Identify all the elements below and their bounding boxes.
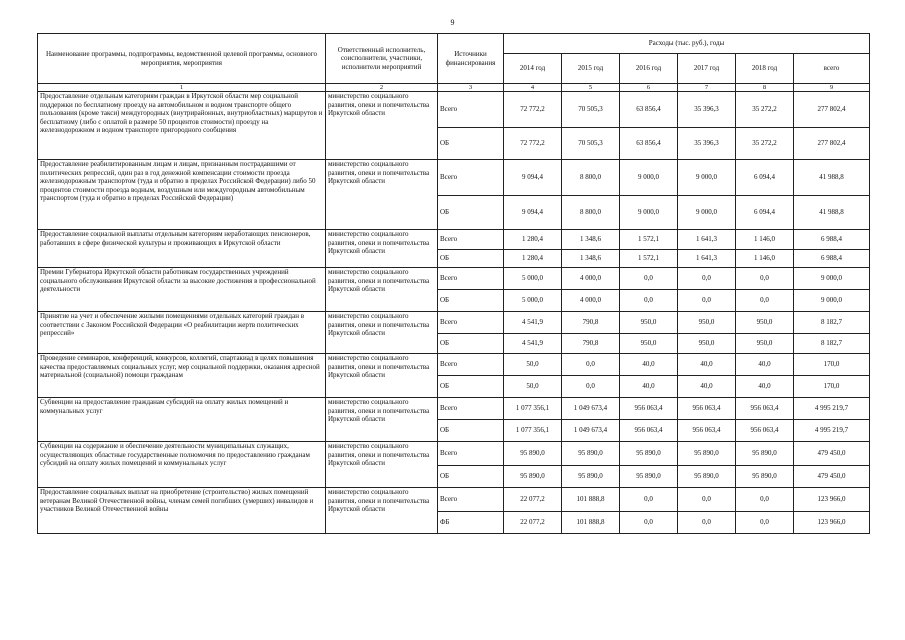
- funding-source: ОБ: [438, 466, 504, 488]
- value-year: 5 000,0: [504, 268, 562, 290]
- value-total: 8 182,7: [794, 312, 870, 334]
- value-year: 1 077 356,1: [504, 398, 562, 420]
- measure-executor: министерство социального развития, опеки и попечительства Иркутской области: [326, 312, 438, 354]
- funding-source: Всего: [438, 92, 504, 128]
- value-total: 6 988,4: [794, 230, 870, 250]
- value-total: 277 802,4: [794, 92, 870, 128]
- column-number: 6: [620, 84, 678, 92]
- column-number: 1: [38, 84, 326, 92]
- measure-executor: министерство социального развития, опеки и попечительства Иркутской области: [326, 160, 438, 230]
- value-year: 35 272,2: [736, 92, 794, 128]
- value-year: 0,0: [562, 354, 620, 376]
- value-year: 35 396,3: [678, 128, 736, 160]
- value-year: 1 641,3: [678, 250, 736, 268]
- value-year: 4 541,9: [504, 334, 562, 354]
- table-row: [38, 312, 870, 334]
- value-year: 95 890,0: [736, 442, 794, 466]
- value-year: 0,0: [736, 512, 794, 534]
- measure-name: Проведение семинаров, конференций, конкурсов, коллегий, спартакиад в целях повышения качества предоставляемых социальных услуг, мер социальной поддержки, оказания адресной материальной (социальной) помощи гражданам: [38, 354, 326, 398]
- header-executor: Ответственный исполнитель, соисполнители, участники, исполнители мероприятий: [326, 34, 438, 84]
- value-year: 6 094,4: [736, 160, 794, 196]
- value-total: 277 802,4: [794, 128, 870, 160]
- value-year: 9 094,4: [504, 160, 562, 196]
- column-number: 8: [736, 84, 794, 92]
- value-year: 95 890,0: [678, 466, 736, 488]
- value-year: 956 063,4: [736, 398, 794, 420]
- measure-name: Предоставление отдельным категориям граждан в Иркутской области мер социальной поддержки по бесплатному проезду на автомобильном и водном транспорте общего пользования (кроме такси) междугородных (внутрирайонных, внутриобластных) маршрутов и бесплатному (либо с оплатой в размере 50 процентов стоимости) проезду на железнодорожном и водном транспорте пригородного сообщения: [38, 92, 326, 160]
- funding-source: Всего: [438, 398, 504, 420]
- value-year: 1 049 673,4: [562, 420, 620, 442]
- value-year: 4 000,0: [562, 290, 620, 312]
- value-total: 170,0: [794, 376, 870, 398]
- funding-source: ОБ: [438, 128, 504, 160]
- value-year: 63 856,4: [620, 92, 678, 128]
- value-total: 123 966,0: [794, 512, 870, 534]
- table-row: [38, 92, 870, 128]
- value-total: 41 988,8: [794, 160, 870, 196]
- value-year: 0,0: [736, 290, 794, 312]
- value-year: 1 146,0: [736, 250, 794, 268]
- table-row: [38, 230, 870, 250]
- value-year: 0,0: [736, 268, 794, 290]
- value-total: 479 450,0: [794, 466, 870, 488]
- measure-name: Премии Губернатора Иркутской области работникам государственных учреждений социального обслуживания Иркутской области за высокие достижения в профессиональной деятельности: [38, 268, 326, 312]
- value-year: 950,0: [736, 312, 794, 334]
- funding-source: Всего: [438, 160, 504, 196]
- header-year-2016: 2016 год: [620, 54, 678, 84]
- table-row: [38, 268, 870, 290]
- funding-source: Всего: [438, 442, 504, 466]
- value-year: 0,0: [562, 376, 620, 398]
- value-year: 40,0: [736, 354, 794, 376]
- measure-executor: министерство социального развития, опеки и попечительства Иркутской области: [326, 230, 438, 268]
- value-year: 9 000,0: [678, 160, 736, 196]
- header-expenses: Расходы (тыс. руб.), годы: [504, 34, 870, 54]
- value-year: 22 077,2: [504, 512, 562, 534]
- value-year: 0,0: [678, 290, 736, 312]
- value-year: 1 348,6: [562, 250, 620, 268]
- measure-executor: министерство социального развития, опеки и попечительства Иркутской области: [326, 268, 438, 312]
- value-year: 1 348,6: [562, 230, 620, 250]
- value-year: 4 541,9: [504, 312, 562, 334]
- table-row: [38, 398, 870, 420]
- value-year: 1 049 673,4: [562, 398, 620, 420]
- value-year: 9 000,0: [678, 196, 736, 230]
- value-year: 63 856,4: [620, 128, 678, 160]
- column-number: 7: [678, 84, 736, 92]
- funding-source: Всего: [438, 312, 504, 334]
- funding-source: Всего: [438, 268, 504, 290]
- column-number: 3: [438, 84, 504, 92]
- value-year: 95 890,0: [562, 466, 620, 488]
- header-year-2018: 2018 год: [736, 54, 794, 84]
- measure-executor: министерство социального развития, опеки и попечительства Иркутской области: [326, 92, 438, 160]
- value-year: 40,0: [736, 376, 794, 398]
- value-year: 95 890,0: [504, 442, 562, 466]
- funding-source: ОБ: [438, 250, 504, 268]
- value-year: 9 000,0: [620, 160, 678, 196]
- value-year: 956 063,4: [620, 420, 678, 442]
- measure-name: Субвенции на предоставление гражданам субсидий на оплату жилых помещений и коммунальных услуг: [38, 398, 326, 442]
- value-year: 101 888,8: [562, 488, 620, 512]
- value-year: 1 077 356,1: [504, 420, 562, 442]
- funding-source: Всего: [438, 488, 504, 512]
- value-total: 8 182,7: [794, 334, 870, 354]
- value-total: 4 995 219,7: [794, 420, 870, 442]
- value-year: 0,0: [620, 290, 678, 312]
- value-total: 4 995 219,7: [794, 398, 870, 420]
- value-year: 950,0: [736, 334, 794, 354]
- value-year: 0,0: [736, 488, 794, 512]
- value-year: 956 063,4: [620, 398, 678, 420]
- column-number: 4: [504, 84, 562, 92]
- value-year: 95 890,0: [620, 442, 678, 466]
- funding-source: Всего: [438, 354, 504, 376]
- measure-name: Принятие на учет и обеспечение жилыми помещениями отдельных категорий граждан в соответствии с Законом Российской Федерации «О реабилитации жертв политических репрессий»: [38, 312, 326, 354]
- value-year: 0,0: [678, 268, 736, 290]
- value-year: 1 146,0: [736, 230, 794, 250]
- measure-name: Предоставление социальных выплат на приобретение (строительство) жилых помещений ветеранам Великой Отечественной войны, членам семей погибших (умерших) инвалидов и участников Великой Отечественной войны: [38, 488, 326, 534]
- value-year: 70 505,3: [562, 128, 620, 160]
- value-year: 9 094,4: [504, 196, 562, 230]
- value-year: 22 077,2: [504, 488, 562, 512]
- value-year: 35 272,2: [736, 128, 794, 160]
- value-total: 479 450,0: [794, 442, 870, 466]
- header-source: Источники финансирования: [438, 34, 504, 84]
- page-number: 9: [450, 18, 455, 27]
- value-year: 956 063,4: [736, 420, 794, 442]
- value-year: 9 000,0: [620, 196, 678, 230]
- value-year: 8 800,0: [562, 196, 620, 230]
- value-year: 40,0: [620, 354, 678, 376]
- value-year: 1 280,4: [504, 230, 562, 250]
- measure-name: Предоставление реабилитированным лицам и лицам, признанным пострадавшими от политических репрессий, один раз в год денежной компенсации стоимости проезда железнодорожным транспортом (туда и обратно в пределах Российской Федерации) либо 50 процентов стоимости проезда водным, воздушным или междугородным автомобильным транспортом (туда и обратно в пределах Российской Федерации): [38, 160, 326, 230]
- value-year: 950,0: [620, 312, 678, 334]
- value-year: 0,0: [678, 488, 736, 512]
- value-total: 41 988,8: [794, 196, 870, 230]
- value-year: 5 000,0: [504, 290, 562, 312]
- value-year: 95 890,0: [504, 466, 562, 488]
- value-year: 1 641,3: [678, 230, 736, 250]
- table-row: [38, 488, 870, 512]
- value-year: 95 890,0: [620, 466, 678, 488]
- value-year: 950,0: [678, 334, 736, 354]
- value-year: 6 094,4: [736, 196, 794, 230]
- measure-executor: министерство социального развития, опеки и попечительства Иркутской области: [326, 398, 438, 442]
- value-year: 95 890,0: [562, 442, 620, 466]
- value-year: 950,0: [620, 334, 678, 354]
- value-year: 50,0: [504, 354, 562, 376]
- value-year: 95 890,0: [736, 466, 794, 488]
- column-numbers-row: [38, 84, 870, 92]
- value-total: 170,0: [794, 354, 870, 376]
- value-total: 9 000,0: [794, 268, 870, 290]
- value-year: 1 572,1: [620, 230, 678, 250]
- value-year: 4 000,0: [562, 268, 620, 290]
- value-year: 0,0: [678, 512, 736, 534]
- header-total: всего: [794, 54, 870, 84]
- measure-executor: министерство социального развития, опеки и попечительства Иркутской области: [326, 354, 438, 398]
- value-year: 50,0: [504, 376, 562, 398]
- funding-source: ОБ: [438, 420, 504, 442]
- value-year: 40,0: [678, 354, 736, 376]
- value-year: 72 772,2: [504, 128, 562, 160]
- measure-executor: министерство социального развития, опеки и попечительства Иркутской области: [326, 488, 438, 534]
- value-year: 956 063,4: [678, 420, 736, 442]
- value-year: 40,0: [620, 376, 678, 398]
- value-year: 790,8: [562, 312, 620, 334]
- table-row: [38, 160, 870, 196]
- measure-name: Предоставление социальной выплаты отдельным категориям неработающих пенсионеров, работавших в сфере физической культуры и проживающих в Иркутской области: [38, 230, 326, 268]
- value-year: 790,8: [562, 334, 620, 354]
- value-year: 72 772,2: [504, 92, 562, 128]
- value-year: 40,0: [678, 376, 736, 398]
- funding-source: ОБ: [438, 376, 504, 398]
- measure-name: Субвенции на содержание и обеспечение деятельности муниципальных служащих, осуществляющих областные государственные полномочия по предоставлению гражданам субсидий на оплату жилых помещений и коммунальных услуг: [38, 442, 326, 488]
- funding-source: Всего: [438, 230, 504, 250]
- table-body: [38, 84, 870, 534]
- column-number: 9: [794, 84, 870, 92]
- value-year: 950,0: [678, 312, 736, 334]
- column-number: 5: [562, 84, 620, 92]
- value-year: 70 505,3: [562, 92, 620, 128]
- funding-source: ФБ: [438, 512, 504, 534]
- value-total: 9 000,0: [794, 290, 870, 312]
- value-year: 0,0: [620, 488, 678, 512]
- header-year-2017: 2017 год: [678, 54, 736, 84]
- value-year: 35 396,3: [678, 92, 736, 128]
- funding-source: ОБ: [438, 196, 504, 230]
- value-total: 123 966,0: [794, 488, 870, 512]
- funding-source: ОБ: [438, 290, 504, 312]
- value-year: 0,0: [620, 512, 678, 534]
- funding-source: ОБ: [438, 334, 504, 354]
- value-year: 95 890,0: [678, 442, 736, 466]
- header-name: Наименование программы, подпрограммы, ведомственной целевой программы, основного мероприятия, мероприятия: [38, 34, 326, 84]
- value-year: 1 572,1: [620, 250, 678, 268]
- header-year-2015: 2015 год: [562, 54, 620, 84]
- value-year: 0,0: [620, 268, 678, 290]
- value-year: 1 280,4: [504, 250, 562, 268]
- column-number: 2: [326, 84, 438, 92]
- expenses-table: [37, 33, 870, 534]
- value-year: 956 063,4: [678, 398, 736, 420]
- measure-executor: министерство социального развития, опеки и попечительства Иркутской области: [326, 442, 438, 488]
- table-row: [38, 354, 870, 376]
- header-year-2014: 2014 год: [504, 54, 562, 84]
- value-year: 8 800,0: [562, 160, 620, 196]
- value-total: 6 988,4: [794, 250, 870, 268]
- table-row: [38, 442, 870, 466]
- value-year: 101 888,8: [562, 512, 620, 534]
